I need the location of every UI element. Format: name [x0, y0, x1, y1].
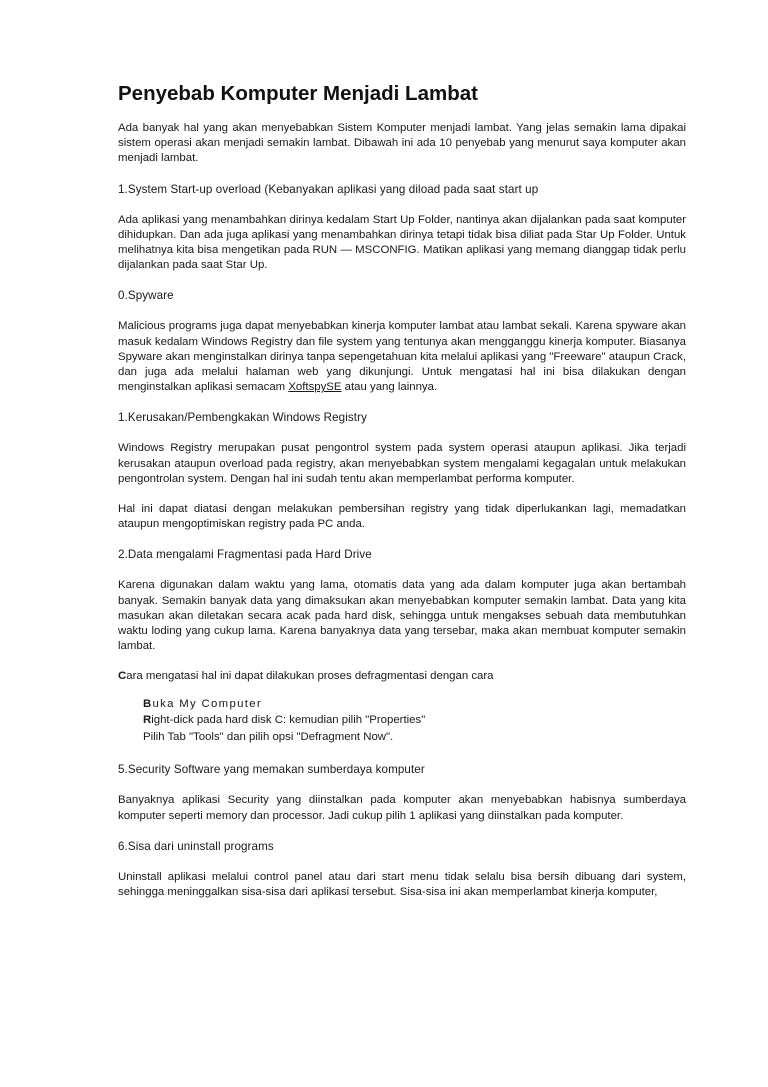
- defrag-method-text: ara mengatasi hal ini dapat dilakukan proses defragmentasi dengan cara: [126, 670, 494, 683]
- section-body-startup: Ada aplikasi yang menambahkan dirinya kedalam Start Up Folder, nantinya akan dijalankan pada saat komputer dihidupkan. Dan ada juga aplikasi yang menambahkan dirinya tetapi tidak bisa diliat pada Star Up Folder. Untuk melihatnya kita bisa mengetikan pada RUN — MSCONFIG. Matikan aplikasi yang memang dianggap tidak perlu dijalankan pada saat Star Up.: [118, 213, 686, 272]
- document-title: Penyebab Komputer Menjadi Lambat: [118, 82, 478, 105]
- intro-paragraph: Ada banyak hal yang akan menyebabkan Sistem Komputer menjadi lambat. Yang jelas semakin lama dipakai sistem operasi akan menjadi semakin lambat. Dibawah ini ada 10 penyebab yang menurut saya komputer akan menjadi lambat.: [118, 122, 686, 165]
- section-heading-registry: 1.Kerusakan/Pembengkakan Windows Registry: [118, 411, 367, 425]
- section-heading-fragmentation: 2.Data mengalami Fragmentasi pada Hard Drive: [118, 548, 372, 562]
- defrag-step: [143, 712, 686, 729]
- section-heading-uninstall: 6.Sisa dari uninstall programs: [118, 839, 274, 853]
- spyware-text-before-link: Malicious programs juga dapat menyebabkan kinerja komputer lambat atau lambat sekali. Karena spyware akan masuk kedalam Windows Registry dan file system yang tentunya akan mengganggu kinerja komputer. Biasanya Spyware akan menginstalkan dirinya tanpa sepengetahuan kita melalui aplikasi yang "Freeware" ataupun Crack, dan juga ada melalui halaman web yang dikunjungi. Untuk mengatasi hal ini bisa dilakukan dengan menginstalkan aplikasi semacam: [118, 320, 686, 394]
- defrag-method-initial: C: [118, 670, 127, 683]
- defrag-step-initial: R: [143, 714, 152, 727]
- document-page: [118, 82, 686, 915]
- section-heading-security: 5.Security Software yang memakan sumberdaya komputer: [118, 763, 425, 777]
- section-body-fragmentation: Karena digunakan dalam waktu yang lama, otomatis data yang ada dalam komputer juga akan bertambah banyak. Semakin banyak data yang dimaksukan akan menyebabkan komputer semakin lambat. Data yang kita masukan akan diletakan secara acak pada hard disk, sehingga untuk mengakses sebuah data membutuhkan waktu loding yang cukup lama. Karena banyaknya data yang tersebar, maka akan membuat komputer semakin lambat.: [118, 579, 686, 653]
- section-body-registry-2: Hal ini dapat diatasi dengan melakukan pembersihan registry yang tidak diperlukankan lagi, memadatkan ataupun mengoptimiskan registry pada PC anda.: [118, 503, 686, 531]
- defrag-steps-list: [143, 696, 686, 746]
- section-heading-spyware: 0.Spyware: [118, 289, 174, 303]
- spyware-text-after-link: atau yang lainnya.: [341, 381, 438, 394]
- defrag-step-text: uka My Computer: [152, 697, 262, 710]
- section-body-registry: Windows Registry merupakan pusat pengontrol system pada system operasi ataupun aplikasi. Jika terjadi kerusakan ataupun overload pada registry, akan menyebabkan system mengalami kegagalan untuk melakukan pengontrolan system. Dengan hal ini sudah tentu akan memperlambat performa komputer.: [118, 442, 686, 485]
- defrag-step: [143, 729, 686, 746]
- defrag-method-intro: [118, 669, 686, 684]
- defrag-step: [143, 696, 686, 713]
- section-body-spyware: [118, 319, 686, 395]
- section-body-uninstall: Uninstall aplikasi melalui control panel atau dari start menu tidak selalu bisa bersih dibuang dari system, sehingga meninggalkan sisa-sisa dari aplikasi tersebut. Sisa-sisa ini akan memperlambat kinerja komputer,: [118, 870, 686, 899]
- defrag-step-text: Pilih Tab "Tools" dan pilih opsi "Defragment Now".: [143, 730, 394, 743]
- xoftspyse-link[interactable]: XoftspySE: [288, 381, 342, 394]
- section-heading-startup: 1.System Start-up overload (Kebanyakan aplikasi yang diload pada saat start up: [118, 182, 539, 196]
- section-body-security: Banyaknya aplikasi Security yang diinstalkan pada komputer akan menyebabkan habisnya sumberdaya komputer seperti memory dan processor. Jadi cukup pilih 1 aplikasi yang diinstalkan pada komputer.: [118, 794, 686, 822]
- defrag-step-initial: B: [143, 697, 153, 710]
- defrag-step-text: ight-dick pada hard disk C: kemudian pilih "Properties": [151, 714, 426, 727]
